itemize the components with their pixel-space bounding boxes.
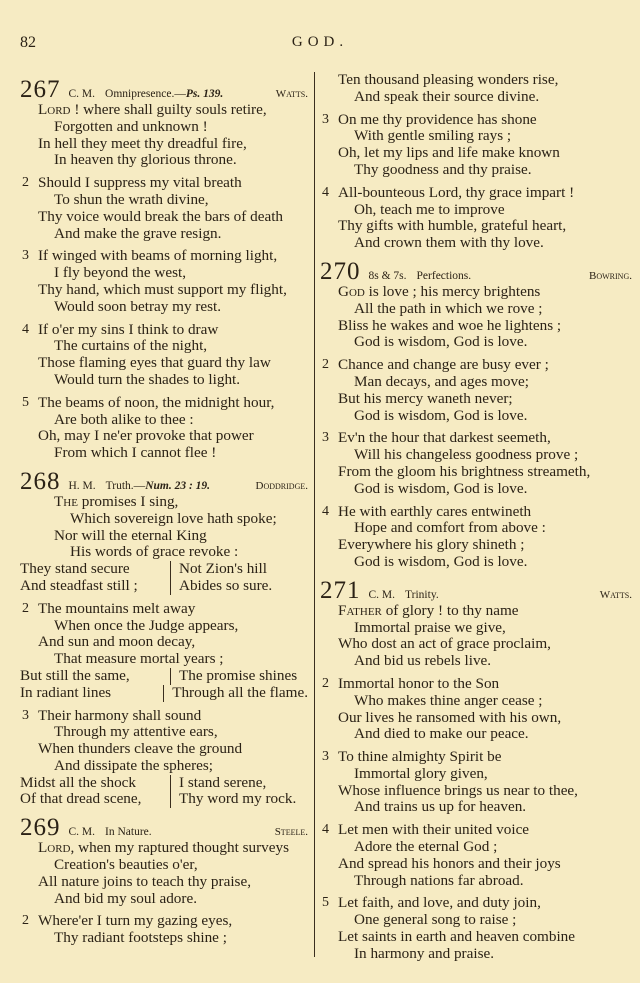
verse-line [20, 494, 308, 511]
split-right: Not Zion's hill [179, 560, 267, 578]
verse-line [320, 822, 632, 839]
verse-number: 3 [322, 430, 329, 446]
verse-line [20, 741, 308, 758]
line-text: Where'er I turn my gazing eyes, [38, 912, 233, 930]
line-text: God is wisdom, God is love. [354, 333, 528, 351]
verse-number: 3 [22, 248, 29, 264]
verse-line-split [20, 685, 308, 702]
verse-line [20, 528, 308, 545]
verse [320, 284, 632, 351]
line-text: Adore the eternal God ; [354, 838, 498, 856]
line-text: Let men with their united voice [338, 821, 530, 839]
verse-line [320, 603, 632, 620]
verse [20, 248, 308, 315]
hymn-header [320, 258, 632, 284]
verse-line [20, 428, 308, 445]
verse-line [20, 891, 308, 908]
verse-line [20, 152, 308, 169]
verse-line [20, 724, 308, 741]
verse-line [320, 301, 632, 318]
line-text: And dissipate the spheres; [54, 756, 214, 774]
verse-line [20, 618, 308, 635]
hymn-title [405, 589, 600, 601]
verse-line [320, 766, 632, 783]
verse-line [20, 248, 308, 265]
line-text: To thine almighty Spirit be [338, 748, 502, 766]
line-text: The mountains melt away [38, 599, 196, 617]
line-text: God is wisdom, God is love. [354, 552, 528, 570]
verse-line [20, 840, 308, 857]
verse-line [320, 726, 632, 743]
line-text: Immortal glory given, [354, 764, 488, 782]
right-column [320, 72, 632, 969]
verse [20, 494, 308, 595]
line-text: On me thy providence has shone [338, 110, 537, 128]
line-text: One general song to raise ; [354, 911, 517, 929]
verse-line [320, 112, 632, 129]
verse-line [320, 334, 632, 351]
verse-line [320, 537, 632, 554]
verse-number: 4 [322, 822, 329, 838]
hymn-header [20, 468, 308, 494]
verse-line [20, 601, 308, 618]
verse-number: 3 [322, 111, 329, 127]
hymn-number: 268 [20, 467, 61, 495]
verse-number: 2 [322, 675, 329, 691]
line-text: Thy gifts with humble, grateful heart, [338, 217, 567, 235]
split-left: But still the same, [20, 668, 171, 685]
verse-line [320, 408, 632, 425]
line-text: Thy hand, which must support my flight, [38, 280, 287, 298]
verse-line [320, 895, 632, 912]
split-left: In radiant lines [20, 685, 164, 702]
verse-line [320, 799, 632, 816]
verse-number: 4 [22, 321, 29, 337]
line-text: is love ; his mercy brightens [364, 282, 541, 300]
line-text: In hell they meet thy dreadful fire, [38, 134, 247, 152]
line-text: Through nations far abroad. [354, 871, 524, 889]
split-left: Midst all the shock [20, 775, 171, 792]
line-text: Bliss he wakes and woe he lightens ; [338, 316, 562, 334]
split-right: Abides so sure. [179, 576, 273, 594]
verse [20, 102, 308, 169]
verse-line [320, 946, 632, 963]
verse-number: 5 [322, 895, 329, 911]
line-text: Man decays, and ages move; [354, 372, 530, 390]
line-text: Thy goodness and thy praise. [354, 160, 532, 178]
hymn-meter: C. M. [68, 826, 96, 839]
line-text: Who makes thine anger cease ; [354, 691, 543, 709]
hymn-number: 271 [320, 576, 361, 604]
verse-line [20, 355, 308, 372]
line-text: of glory ! to thy name [381, 601, 519, 619]
hymn-header [20, 76, 308, 102]
line-text: Let saints in earth and heaven combine [338, 928, 576, 946]
verse-line [320, 374, 632, 391]
hymn-title [105, 826, 275, 838]
line-text: Hope and comfort from above : [354, 519, 546, 537]
verse [320, 603, 632, 670]
verse-number: 4 [322, 503, 329, 519]
verse-line [20, 265, 308, 282]
verse-line [320, 481, 632, 498]
verse-line-split [20, 561, 308, 578]
line-text: All-bounteous Lord, thy grace impart ! [338, 183, 575, 201]
verse-line [320, 710, 632, 727]
hymn-number: 270 [320, 257, 361, 285]
verse [320, 112, 632, 179]
verse [320, 895, 632, 962]
verse-number: 5 [22, 394, 29, 410]
verse-line [20, 857, 308, 874]
split-right: Through all the flame. [172, 683, 308, 701]
hymn-author: Bowring. [589, 269, 632, 282]
verse [20, 840, 308, 907]
hymn-number: 269 [20, 814, 61, 842]
verse-line [320, 72, 632, 89]
verse [320, 749, 632, 816]
hymn-subject: Trinity. [405, 588, 439, 601]
verse-line [20, 192, 308, 209]
line-text: God is wisdom, God is love. [354, 406, 528, 424]
line-text: Their harmony shall sound [38, 706, 202, 724]
verse [20, 175, 308, 242]
verse-line [20, 412, 308, 429]
hymn-subject: Omnipresence.— [105, 88, 186, 100]
line-text: And bid my soul adore. [54, 889, 197, 907]
verse-line [20, 651, 308, 668]
verse-line [320, 185, 632, 202]
line-text: All the path in which we rove ; [354, 299, 543, 317]
line-text: ! where shall guilty souls retire, [70, 101, 267, 118]
line-text: With gentle smiling rays ; [354, 127, 512, 145]
verse-number: 2 [22, 913, 29, 929]
verse-line [20, 282, 308, 299]
line-text: All nature joins to teach thy praise, [38, 872, 251, 890]
verse-line [320, 235, 632, 252]
line-text: That measure mortal years ; [54, 650, 224, 668]
line-text: From which I cannot flee ! [54, 444, 217, 462]
verse-line [20, 758, 308, 775]
verse-number: 4 [322, 184, 329, 200]
line-text: If winged with beams of morning light, [38, 247, 278, 265]
hymn-meter: H. M. [68, 479, 96, 492]
hymn-subject: Perfections. [416, 269, 472, 282]
verse-line [20, 136, 308, 153]
verse [320, 430, 632, 497]
line-text: When once the Judge appears, [54, 616, 239, 634]
verse-line [320, 218, 632, 235]
verse-line [320, 284, 632, 301]
verse-number: 2 [22, 600, 29, 616]
verse [320, 504, 632, 571]
line-text: Thy voice would break the bars of death [38, 207, 284, 225]
verse-line [320, 162, 632, 179]
verse-line [20, 395, 308, 412]
verse-line [20, 708, 308, 725]
verse-line [20, 209, 308, 226]
verse-number: 3 [22, 707, 29, 723]
verse-number: 2 [322, 357, 329, 373]
verse-line [20, 175, 308, 192]
line-text: In harmony and praise. [354, 944, 495, 962]
first-word: God [338, 282, 365, 300]
verse-number: 3 [322, 749, 329, 765]
line-text: From the gloom his brightness streameth, [338, 462, 591, 480]
line-text: Should I suppress my vital breath [38, 174, 242, 192]
verse [20, 395, 308, 462]
line-text: Oh, may I ne'er provoke that power [38, 427, 254, 445]
line-text: Oh, teach me to improve [354, 200, 505, 218]
line-text: Nor will the eternal King [54, 526, 207, 544]
verse-line [320, 145, 632, 162]
verse-line [320, 430, 632, 447]
hymn-title [106, 480, 256, 492]
running-head: GOD. [291, 34, 349, 50]
verse-line [320, 447, 632, 464]
verse-line [320, 520, 632, 537]
line-text: And speak their source divine. [354, 87, 540, 105]
line-text: I fly beyond the west, [54, 264, 187, 282]
hymn-meter: 8s & 7s. [368, 269, 407, 282]
line-text: Those flaming eyes that guard thy law [38, 354, 271, 372]
hymn-subject: In Nature. [105, 826, 152, 839]
verse-line [20, 119, 308, 136]
split-left: Of that dread scene, [20, 791, 171, 808]
verse-line [20, 445, 308, 462]
verse-line [320, 873, 632, 890]
line-text: Immortal praise we give, [354, 618, 506, 636]
verse-line [20, 511, 308, 528]
line-text: God is wisdom, God is love. [354, 479, 528, 497]
hymn-title [417, 270, 589, 282]
scripture-reference: Ps. 139. [185, 88, 224, 100]
verse-line [20, 338, 308, 355]
line-text: Whose influence brings us near to thee, [338, 781, 578, 799]
verse-line-split [20, 668, 308, 685]
verse-line [320, 620, 632, 637]
line-text: But his mercy waneth never; [338, 389, 513, 407]
split-right: I stand serene, [179, 773, 267, 791]
line-text: Immortal honor to the Son [338, 674, 500, 692]
verse-line [20, 634, 308, 651]
verse-line [320, 464, 632, 481]
verse [20, 913, 308, 947]
first-word: Lord [38, 839, 71, 857]
split-left: They stand secure [20, 561, 171, 578]
verse-line [20, 913, 308, 930]
line-text: He with earthly cares entwineth [338, 502, 532, 520]
verse [20, 708, 308, 809]
first-word: The [54, 492, 78, 510]
verse-line [320, 202, 632, 219]
left-column [20, 72, 308, 953]
verse-line [320, 653, 632, 670]
hymn-number: 267 [20, 76, 61, 103]
line-text: Creation's beauties o'er, [54, 856, 198, 874]
verse-line [20, 544, 308, 561]
verse-line [320, 856, 632, 873]
line-text: His words of grace revoke : [70, 543, 239, 561]
verse-line [320, 554, 632, 571]
line-text: Our lives he ransomed with his own, [338, 708, 562, 726]
line-text: Would turn the shades to light. [54, 370, 241, 388]
line-text: Through my attentive ears, [54, 723, 218, 741]
line-text: Would soon betray my rest. [54, 297, 222, 315]
line-text: To shun the wrath divine, [54, 190, 209, 208]
line-text: And sun and moon decay, [38, 633, 196, 651]
line-text: When thunders cleave the ground [38, 740, 243, 758]
line-text: And trains us up for heaven. [354, 798, 527, 816]
hymn-author: Watts. [275, 88, 308, 100]
verse-line [20, 874, 308, 891]
line-text: If o'er my sins I think to draw [38, 320, 219, 338]
line-text: , when my raptured thought surveys [70, 839, 290, 857]
line-text: Everywhere his glory shineth ; [338, 536, 525, 554]
hymn-header [320, 577, 632, 603]
verse-line [320, 912, 632, 929]
verse-line [320, 391, 632, 408]
verse-line [20, 299, 308, 316]
split-right: The promise shines [179, 666, 298, 684]
hymn-author: Steele. [274, 826, 308, 839]
line-text: Are both alike to thee : [54, 410, 194, 428]
line-text: And bid us rebels live. [354, 652, 492, 670]
verse-line-split [20, 578, 308, 595]
verse-line [320, 89, 632, 106]
verse-line [320, 318, 632, 335]
verse-line [320, 693, 632, 710]
verse [320, 72, 632, 106]
split-right: Thy word my rock. [179, 790, 297, 808]
hymn-subject: Truth.— [105, 479, 146, 492]
verse-line [20, 372, 308, 389]
verse [20, 601, 308, 702]
page-number: 82 [20, 34, 36, 51]
line-text: Let faith, and love, and duty join, [338, 894, 541, 912]
line-text: And crown them with thy love. [354, 234, 544, 252]
line-text: In heaven thy glorious throne. [54, 151, 237, 169]
verse-line [20, 930, 308, 947]
hymn-header [20, 814, 308, 840]
line-text: The curtains of the night, [54, 337, 208, 355]
verse-line [320, 357, 632, 374]
hymn-title [105, 88, 276, 100]
verse-number: 2 [22, 175, 29, 191]
column-divider [314, 72, 315, 957]
line-text: Ev'n the hour that darkest seemeth, [338, 429, 551, 447]
verse-line [320, 839, 632, 856]
first-word: Lord [38, 101, 71, 118]
line-text: promises I sing, [77, 492, 179, 510]
verse-line [320, 676, 632, 693]
line-text: Chance and change are busy ever ; [338, 356, 549, 374]
hymn-meter: C. M. [68, 88, 96, 100]
verse-line [20, 226, 308, 243]
verse-line [320, 749, 632, 766]
line-text: Forgotten and unknown ! [54, 117, 208, 135]
line-text: Thy radiant footsteps shine ; [54, 929, 227, 947]
verse-line-split [20, 791, 308, 808]
line-text: And spread his honors and their joys [338, 854, 561, 872]
verse-line [320, 636, 632, 653]
verse [20, 322, 308, 389]
scripture-reference: Num. 23 : 19. [145, 479, 211, 492]
split-left: And steadfast still ; [20, 578, 171, 595]
verse-line [320, 783, 632, 800]
verse [320, 822, 632, 889]
hymn-meter: C. M. [368, 588, 396, 601]
hymn-author: Watts. [599, 588, 632, 601]
verse-line-split [20, 775, 308, 792]
verse [320, 357, 632, 424]
verse-line [320, 504, 632, 521]
line-text: Which sovereign love hath spoke; [70, 509, 277, 527]
line-text: Oh, let my lips and life make known [338, 144, 560, 162]
verse [320, 185, 632, 252]
verse-line [20, 322, 308, 339]
line-text: And make the grave resign. [54, 224, 222, 242]
first-word: Father [338, 601, 382, 619]
line-text: And died to make our peace. [354, 725, 529, 743]
line-text: Who dost an act of grace proclaim, [338, 635, 551, 653]
line-text: The beams of noon, the midnight hour, [38, 393, 275, 411]
line-text: Ten thousand pleasing wonders rise, [338, 71, 559, 88]
verse-line [320, 128, 632, 145]
verse-line [20, 102, 308, 119]
verse [320, 676, 632, 743]
line-text: Will his changeless goodness prove ; [354, 446, 579, 464]
verse-line [320, 929, 632, 946]
hymn-author: Doddridge. [255, 479, 308, 492]
